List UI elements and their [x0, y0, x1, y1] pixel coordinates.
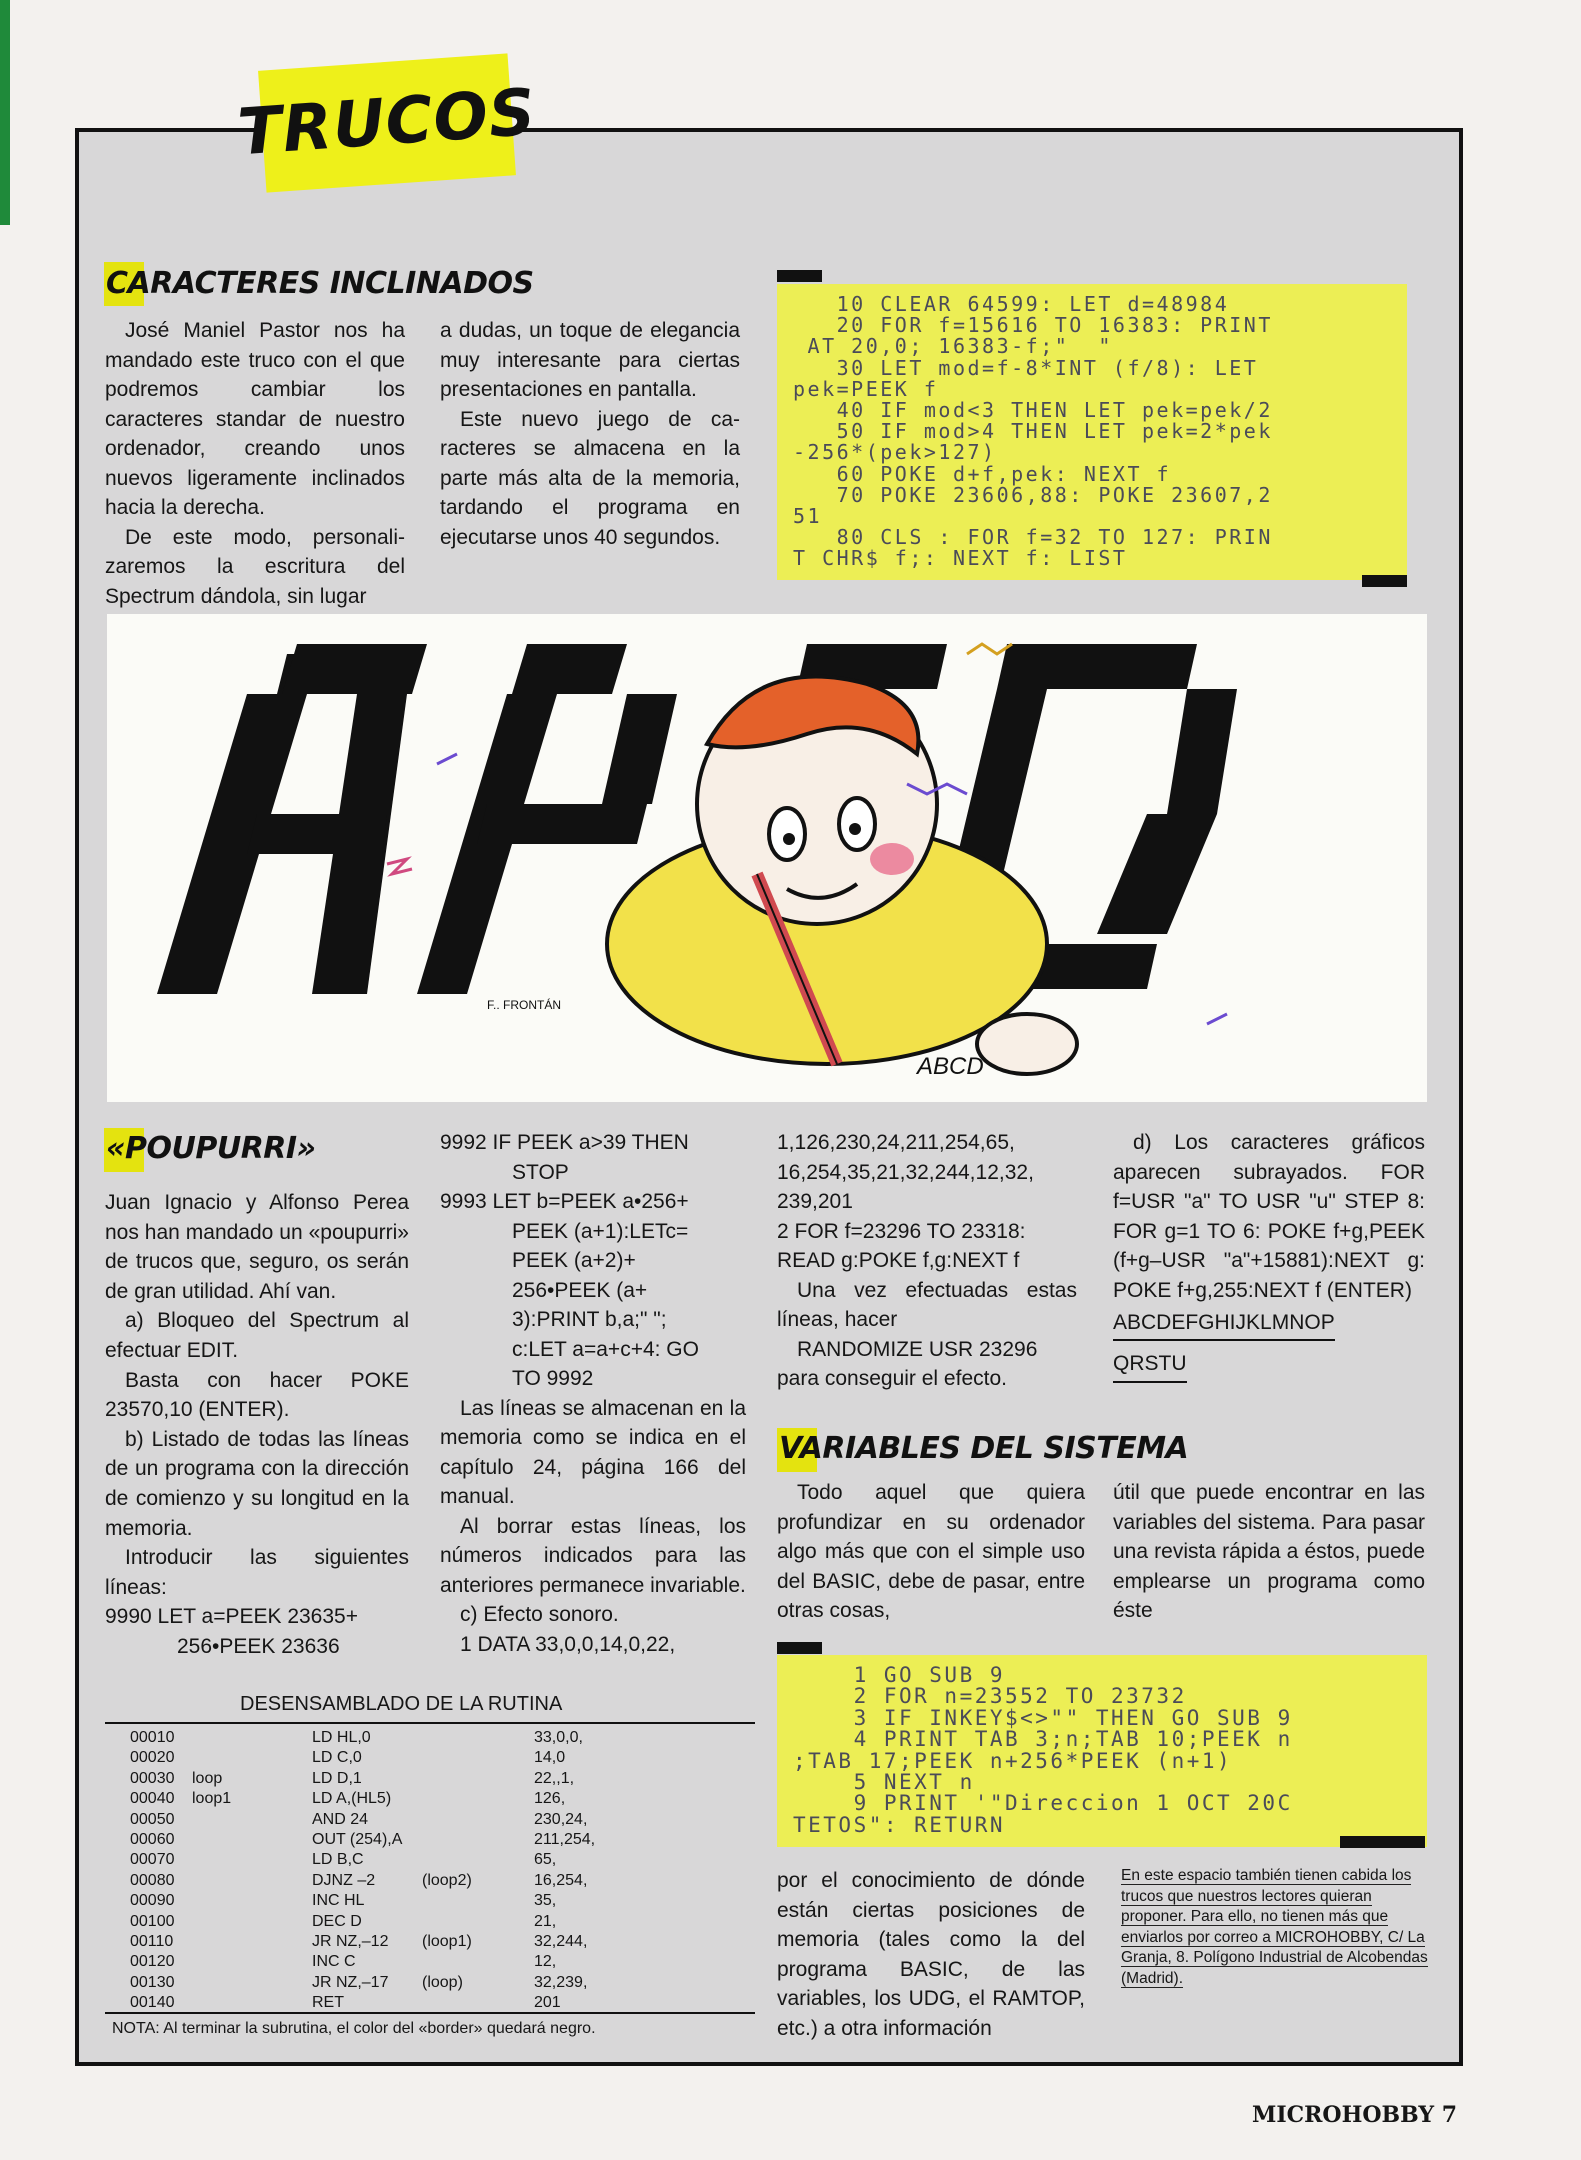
table-rule-top: [105, 1722, 755, 1724]
code-line: 80 CLS : FOR f=32 TO 127: PRIN: [793, 525, 1273, 550]
table-row: [130, 1810, 634, 1830]
code-listing-2: [777, 1655, 1427, 1847]
code-line: 3):PRINT b,a;" ";: [512, 1308, 667, 1331]
table-cell: DJNZ –2: [312, 1871, 376, 1889]
table-cell: DEC D: [312, 1912, 362, 1930]
table-cell: 00020: [130, 1749, 175, 1767]
code-line: TETOS": RETURN: [793, 1812, 1006, 1837]
underlined-chars: QRSTU: [1113, 1349, 1187, 1383]
code-line: 40 IF mod<3 THEN LET pek=pek/2: [793, 398, 1273, 423]
table-cell: 21,: [534, 1912, 557, 1930]
table-cell: [422, 1912, 534, 1932]
table-cell: JR NZ,–12: [312, 1933, 389, 1951]
table-cell: [192, 1993, 312, 2013]
table-cell: INC HL: [312, 1892, 365, 1910]
article2-col2: [440, 1128, 746, 1659]
code-line: 1 GO SUB 9: [793, 1663, 1006, 1687]
code-line: 9993 LET b=PEEK a•256+: [440, 1190, 689, 1213]
article1-col1: [105, 316, 405, 611]
table-cell: LD C,0: [312, 1749, 362, 1767]
article2-col1: [105, 1188, 409, 1662]
code-line: 50 IF mod>4 THEN LET pek=2*pek: [793, 419, 1273, 444]
table-row: [130, 1728, 634, 1748]
table-cell: [422, 1769, 534, 1789]
table-cell: (loop2): [422, 1871, 472, 1889]
paragraph: Introducir las siguientes líneas:: [105, 1546, 409, 1599]
table-cell: [422, 1850, 534, 1870]
table-cell: [192, 1973, 312, 1993]
page-number: 7: [1441, 2102, 1458, 2128]
paragraph: Juan Ignacio y Alfonso Perea nos han mandado un «poupurri» de trucos que, seguro, os serán de gran utilidad. Ahí van.: [105, 1191, 409, 1303]
illustration: [107, 614, 1427, 1102]
table-row: [130, 1871, 634, 1891]
paragraph: a) Bloqueo del Spectrum al efectuar EDIT.: [105, 1309, 409, 1362]
table-row: [130, 1830, 634, 1850]
table-cell: [192, 1830, 312, 1850]
table-cell: 16,254,: [534, 1871, 588, 1889]
table-cell: [192, 1912, 312, 1932]
code-line: RANDOMIZE USR 23296: [797, 1337, 1038, 1361]
table-row: [130, 1952, 634, 1972]
paragraph: De este modo, personalizaremos la escritura del Spectrum dándola, sin lugar: [105, 525, 405, 608]
disassembly-note: NOTA: Al terminar la subrutina, el color del «border» quedará negro.: [112, 2020, 596, 2037]
table-row: [130, 1789, 634, 1809]
code-line: 9990 LET a=PEEK 23635+: [105, 1605, 358, 1629]
table-cell: LD A,(HL5): [312, 1790, 392, 1808]
table-cell: 00040: [130, 1790, 175, 1808]
table-cell: 12,: [534, 1953, 557, 1971]
table-cell: 00010: [130, 1729, 175, 1746]
paragraph: Este nuevo juego de caracteres se almacena en la parte más alta de la memoria, tardando el programa en ejecutarse unos 40 segundos.: [440, 407, 740, 549]
table-cell: 00100: [130, 1912, 175, 1930]
table-cell: JR NZ,–17: [312, 1973, 389, 1991]
code-line: 20 FOR f=15616 TO 16383: PRINT: [793, 313, 1273, 338]
table-cell: 126,: [534, 1790, 566, 1808]
code-listing-1: [777, 284, 1407, 580]
table-row: [130, 1993, 634, 2013]
abcd-drawing: [107, 614, 1427, 1102]
code-line: TO 9992: [512, 1367, 594, 1390]
table-cell: [422, 1830, 534, 1850]
reader-note: [1121, 1866, 1428, 2026]
table-row: [130, 1973, 634, 1993]
table-cell: 14,0: [534, 1749, 566, 1767]
table-cell: [192, 1932, 312, 1952]
table-cell: 00090: [130, 1892, 175, 1910]
code-line: 10 CLEAR 64599: LET d=48984: [793, 292, 1230, 316]
table-cell: 00050: [130, 1810, 175, 1828]
table-cell: [422, 1891, 534, 1911]
table-cell: INC C: [312, 1953, 356, 1971]
section-tag-label: TRUCOS: [235, 75, 539, 171]
article1-col2: [440, 316, 740, 552]
table-cell: OUT (254),A: [312, 1831, 403, 1849]
table-row: [130, 1748, 634, 1768]
code-line: 9992 IF PEEK a>39 THEN: [440, 1131, 689, 1154]
code-line: PEEK (a+2)+: [512, 1249, 636, 1272]
table-cell: [422, 1993, 534, 2013]
table-cell: 00140: [130, 1994, 175, 2012]
table-cell: [192, 1871, 312, 1891]
code-line: T CHR$ f;: NEXT f: LIST: [793, 546, 1128, 571]
table-cell: LD B,C: [312, 1851, 364, 1869]
article3-col1: [777, 1478, 1085, 1626]
listing-marker-bottom: [1340, 1836, 1425, 1848]
listing-marker-top: [777, 1642, 822, 1654]
code-line: 70 POKE 23606,88: POKE 23607,2: [793, 482, 1273, 507]
table-cell: LD HL,0: [312, 1729, 371, 1746]
table-cell: LD D,1: [312, 1769, 362, 1787]
table-cell: 32,239,: [534, 1973, 588, 1991]
table-cell: [192, 1748, 312, 1768]
article1-title: CARACTERES INCLINADOS: [106, 266, 534, 301]
table-row: [130, 1912, 634, 1932]
code-line: 256•PEEK (a+: [512, 1278, 648, 1302]
table-cell: 230,24,: [534, 1810, 588, 1828]
table-cell: loop1: [192, 1790, 232, 1808]
code-line: 2 FOR n=23552 TO 23732: [793, 1684, 1187, 1709]
page-footer: [1252, 2102, 1457, 2128]
code-line: 9 PRINT '"Direccion 1 OCT 20C: [793, 1791, 1293, 1816]
table-cell: (loop): [422, 1973, 463, 1991]
code-line: -256*(pek>127): [793, 440, 997, 465]
table-cell: [422, 1810, 534, 1830]
paragraph: b) Listado de todas las líneas de un programa con la dirección de comienzo y su longitud en la memoria.: [105, 1427, 409, 1540]
table-rule-bottom: [105, 2012, 755, 2014]
paragraph: Una vez efectuadas estas líneas, hacer: [777, 1278, 1077, 1331]
table-cell: 22,,1,: [534, 1769, 575, 1787]
paragraph: José Maniel Pastor nos ha mandado este truco con el que podremos cambiar los caracteres standar de nuestro ordenador, creando unos nuevos ligeramente inclinados hacia la derecha.: [105, 319, 405, 519]
table-cell: [192, 1952, 312, 1972]
table-cell: 00110: [130, 1933, 174, 1951]
table-cell: [192, 1891, 312, 1911]
code-line: PEEK (a+1):LETc=: [512, 1219, 689, 1243]
table-cell: 00080: [130, 1871, 175, 1889]
table-cell: (loop1): [422, 1933, 472, 1951]
table-row: [130, 1850, 634, 1870]
code-line: STOP: [512, 1160, 569, 1184]
code-line: 30 LET mod=f-8*INT (f/8): LET: [793, 355, 1259, 380]
underlined-chars: ABCDEFGHIJKLMNOP: [1113, 1308, 1335, 1342]
article2-title: «POUPURRI»: [106, 1131, 316, 1166]
table-row: [130, 1769, 634, 1789]
table-cell: 00130: [130, 1973, 175, 1991]
code-line: 3 IF INKEY$<>"" THEN GO SUB 9: [793, 1705, 1293, 1730]
code-line: 51: [793, 504, 823, 529]
paragraph: Todo aquel que quiera profundizar en su ordenador algo más que con el simple uso del BASIC, debe de pasar, entre otras cosas,: [777, 1481, 1085, 1623]
table-cell: [192, 1728, 312, 1748]
table-cell: 00060: [130, 1831, 175, 1849]
code-line: 1 DATA 33,0,0,14,0,22,: [460, 1632, 676, 1656]
table-cell: 35,: [534, 1892, 557, 1910]
article3-col2: [1113, 1478, 1425, 1626]
section-tag: [235, 53, 539, 192]
code-line: 256•PEEK 23636: [177, 1634, 340, 1658]
code-line: ;TAB 17;PEEK n+256*PEEK (n+1): [793, 1748, 1233, 1773]
table-cell: [422, 1748, 534, 1768]
table-cell: AND 24: [312, 1810, 369, 1828]
table-cell: RET: [312, 1994, 344, 2012]
table-row: [130, 1932, 634, 1952]
table-cell: loop: [192, 1769, 223, 1787]
paragraph: Las líneas se almacenan en la memoria como se indica en el capítulo 24, página 166 del manual.: [440, 1396, 746, 1508]
code-line: 2 FOR f=23296 TO 23318: READ g:POKE f,g:NEXT f: [777, 1219, 1026, 1272]
paragraph: Al borrar estas líneas, los números indicados para las anteriores permanece invariable.: [440, 1514, 746, 1597]
paragraph: útil que puede encontrar en las variables del sistema. Para pasar una revista rápida a éstos, puede emplearse un programa como éste: [1113, 1481, 1425, 1623]
table-cell: 65,: [534, 1851, 557, 1869]
paragraph: para conseguir el efecto.: [777, 1367, 1007, 1390]
code-line: 60 POKE d+f,pek: NEXT f: [793, 461, 1172, 486]
note-text: En este espacio también tienen cabida los trucos que nuestros lectores quieran proponer. Para ello, no tienen más que enviarlos por correo a MICROHOBBY, C/ La Granja, 8. Polígono Industrial de Alcobendas (Madrid).: [1121, 1867, 1428, 1987]
article2-col3: [777, 1128, 1077, 1394]
table-cell: 00120: [130, 1953, 175, 1971]
artist-signature: F.. FRONTÁN: [487, 998, 561, 1012]
listing-marker-top: [777, 270, 822, 282]
table-cell: 201: [534, 1994, 561, 2012]
code-line: pek=PEEK f: [793, 376, 939, 401]
paragraph: Basta con hacer POKE 23570,10 (ENTER).: [105, 1368, 409, 1422]
article2-col4: [1113, 1128, 1425, 1383]
table-cell: 33,0,0,: [534, 1729, 583, 1746]
paragraph: d) Los caracteres gráficos aparecen subrayados. FOR f=USR "a" TO USR "u" STEP 8: FOR g=1 TO 6: POKE f+g,PEEK (f+g–USR "a"+15881):NEXT g: POKE f+g,255:NEXT f (ENTER): [1113, 1131, 1425, 1302]
listing-marker-bottom: [1362, 575, 1407, 587]
page-edge-strip: [0, 0, 10, 225]
table-cell: [192, 1850, 312, 1870]
table-cell: 32,244,: [534, 1933, 588, 1951]
disassembly-title: DESENSAMBLADO DE LA RUTINA: [240, 1693, 563, 1715]
article3-title: VARIABLES DEL SISTEMA: [779, 1431, 1189, 1466]
table-row: [130, 1891, 634, 1911]
table-cell: [422, 1728, 534, 1748]
code-line: AT 20,0; 16383-f;" ": [793, 334, 1113, 359]
mirrored-abcd: ABCD: [917, 1053, 984, 1080]
magazine-name: MICROHOBBY: [1252, 2102, 1435, 2128]
table-cell: 211,254,: [534, 1831, 596, 1849]
table-cell: 00070: [130, 1851, 175, 1869]
code-line: 5 NEXT n: [793, 1770, 975, 1795]
code-line: c:LET a=a+c+4: GO: [512, 1337, 699, 1361]
paragraph: a dudas, un toque de elegancia muy interesante para ciertas presentaciones en pantalla.: [440, 319, 740, 401]
paragraph: c) Efecto sonoro.: [460, 1603, 619, 1626]
disassembly-table: [130, 1728, 634, 2014]
paragraph: por el conocimiento de dónde están ciertas posiciones de memoria (tales como la del programa BASIC, de las variables, los UDG, el RAMTOP, etc.) a otra información: [777, 1869, 1085, 2040]
table-cell: [422, 1952, 534, 1972]
table-cell: [192, 1810, 312, 1830]
code-line: 1,126,230,24,211,254,65, 16,254,35,21,32,244,12,32, 239,201: [777, 1131, 1034, 1213]
code-line: 4 PRINT TAB 3;n;TAB 10;PEEK n: [793, 1727, 1293, 1752]
table-cell: 00030: [130, 1769, 175, 1787]
table-cell: [422, 1789, 534, 1809]
article3-col1-cont: [777, 1866, 1085, 2044]
